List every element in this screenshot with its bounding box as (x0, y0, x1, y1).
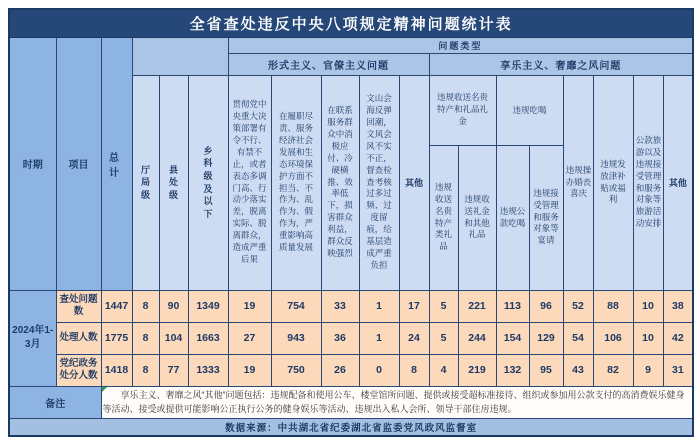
col-header-bureau-level: 厅局级 (132, 75, 159, 290)
col-header-formalism-3: 在联系服务群众中消极应付、冷硬横推、效率低下，损害群众利益，群众反映强烈 (321, 75, 359, 290)
col-header-formalism-other: 其他 (399, 75, 429, 290)
col-header-formalism-1: 贯彻党中央重大决策部署有令不行、有禁不止，或者表态多调门高、行动少落实差，脱离实际、脱离群众，造成严重后果 (228, 75, 271, 290)
col-header-formalism-4: 文山会海反弹回潮，文风会风不实不正，督查检查考核过多过频、过度留痕，给基层造成严重负担 (359, 75, 399, 290)
data-cell: 244 (458, 322, 496, 354)
data-cell: 54 (563, 322, 593, 354)
row-label: 处理人数 (56, 322, 101, 354)
data-cell: 1333 (188, 354, 228, 386)
data-cell: 19 (228, 354, 271, 386)
data-cell: 17 (399, 290, 429, 322)
data-cell: 27 (228, 322, 271, 354)
section-header-formalism: 形式主义、官僚主义问题 (228, 53, 429, 75)
col-header-total: 总计 (101, 37, 132, 290)
col-header-county-level: 县处级 (159, 75, 188, 290)
data-cell: 88 (593, 290, 633, 322)
data-cell: 31 (663, 354, 693, 386)
note-label: 备注 (9, 386, 101, 419)
data-cell: 52 (563, 290, 593, 322)
data-cell: 113 (496, 290, 529, 322)
period-value-cell: 2024年1-3月 (9, 290, 56, 386)
data-cell: 19 (228, 290, 271, 322)
data-cell: 95 (529, 354, 563, 386)
col-header-gifts-cash: 违规收送礼金和其他礼品 (458, 145, 496, 290)
row-label: 查处问题数 (56, 290, 101, 322)
col-header-dining-parent: 违规吃喝 (496, 75, 563, 145)
blank-merged-cell (132, 37, 228, 75)
table-row (9, 354, 693, 386)
data-cell: 5 (429, 322, 458, 354)
col-header-gifts-specialty: 违规收送名贵特产类礼品 (429, 145, 458, 290)
col-header-township-level: 乡科级及以下 (188, 75, 228, 290)
data-cell: 219 (458, 354, 496, 386)
data-cell: 10 (633, 290, 663, 322)
col-header-gifts-parent: 违规收送名贵特产和礼品礼金 (429, 75, 496, 145)
col-header-period: 时期 (9, 37, 56, 290)
row-label: 党纪政务处分人数 (56, 354, 101, 386)
data-cell: 0 (359, 354, 399, 386)
data-cell: 42 (663, 322, 693, 354)
data-source-footer: 数据来源：中共湖北省纪委湖北省监委党风政风监督室 (9, 419, 693, 437)
col-header-public-funded-travel: 公款旅游以及违规接受管理和服务对象等旅游活动安排 (633, 75, 663, 290)
data-cell: 154 (496, 322, 529, 354)
data-cell: 1418 (101, 354, 132, 386)
data-cell: 5 (429, 290, 458, 322)
data-cell: 1447 (101, 290, 132, 322)
col-header-dining-banquets: 违规接受管理和服务对象等宴请 (529, 145, 563, 290)
data-cell: 82 (593, 354, 633, 386)
data-cell: 221 (458, 290, 496, 322)
statistics-table (8, 8, 694, 437)
col-header-allowances: 违规发放津补贴或福利 (593, 75, 633, 290)
col-header-hedonism-other: 其他 (663, 75, 693, 290)
col-header-formalism-2: 在履职尽责、服务经济社会发展和生态环境保护方面不担当、不作为、乱作为、假作为，严重影响高质量发展 (271, 75, 321, 290)
col-header-item: 项目 (56, 37, 101, 290)
data-cell: 1775 (101, 322, 132, 354)
data-cell: 1 (359, 322, 399, 354)
data-cell: 1663 (188, 322, 228, 354)
table-row (9, 322, 693, 354)
note-text: 享乐主义、奢靡之风“其他”问题包括：违规配备和使用公车、楼堂馆所问题、提供或接受超标准接待、组织或参加用公款支付的高消费娱乐健身等活动、接受或提供可能影响公正执行公务的健身娱乐等活动、违规出入私人会所、领导干部住房违规。 (102, 389, 685, 415)
data-cell: 943 (271, 322, 321, 354)
data-cell: 106 (593, 322, 633, 354)
data-cell: 9 (633, 354, 663, 386)
section-header-hedonism: 享乐主义、奢靡之风问题 (429, 53, 693, 75)
data-cell: 1349 (188, 290, 228, 322)
problem-type-header: 问题类型 (228, 37, 693, 53)
data-cell: 750 (271, 354, 321, 386)
data-cell: 10 (633, 322, 663, 354)
data-cell: 33 (321, 290, 359, 322)
data-cell: 8 (399, 354, 429, 386)
data-cell: 26 (321, 354, 359, 386)
data-cell: 104 (159, 322, 188, 354)
table-title: 全省查处违反中央八项规定精神问题统计表 (9, 9, 693, 37)
note-cell (101, 386, 693, 419)
data-cell: 90 (159, 290, 188, 322)
data-cell: 36 (321, 322, 359, 354)
data-cell: 8 (132, 322, 159, 354)
data-cell: 754 (271, 290, 321, 322)
data-cell: 1 (359, 290, 399, 322)
data-cell: 8 (132, 290, 159, 322)
col-header-dining-public-funds: 违规公款吃喝 (496, 145, 529, 290)
data-cell: 77 (159, 354, 188, 386)
data-cell: 4 (429, 354, 458, 386)
excel-error-indicator-icon (102, 387, 107, 392)
table-row (9, 290, 693, 322)
data-cell: 132 (496, 354, 529, 386)
col-header-weddings-funerals: 违规操办婚丧喜庆 (563, 75, 593, 290)
data-cell: 38 (663, 290, 693, 322)
data-cell: 24 (399, 322, 429, 354)
data-cell: 8 (132, 354, 159, 386)
data-cell: 129 (529, 322, 563, 354)
data-cell: 96 (529, 290, 563, 322)
data-cell: 43 (563, 354, 593, 386)
